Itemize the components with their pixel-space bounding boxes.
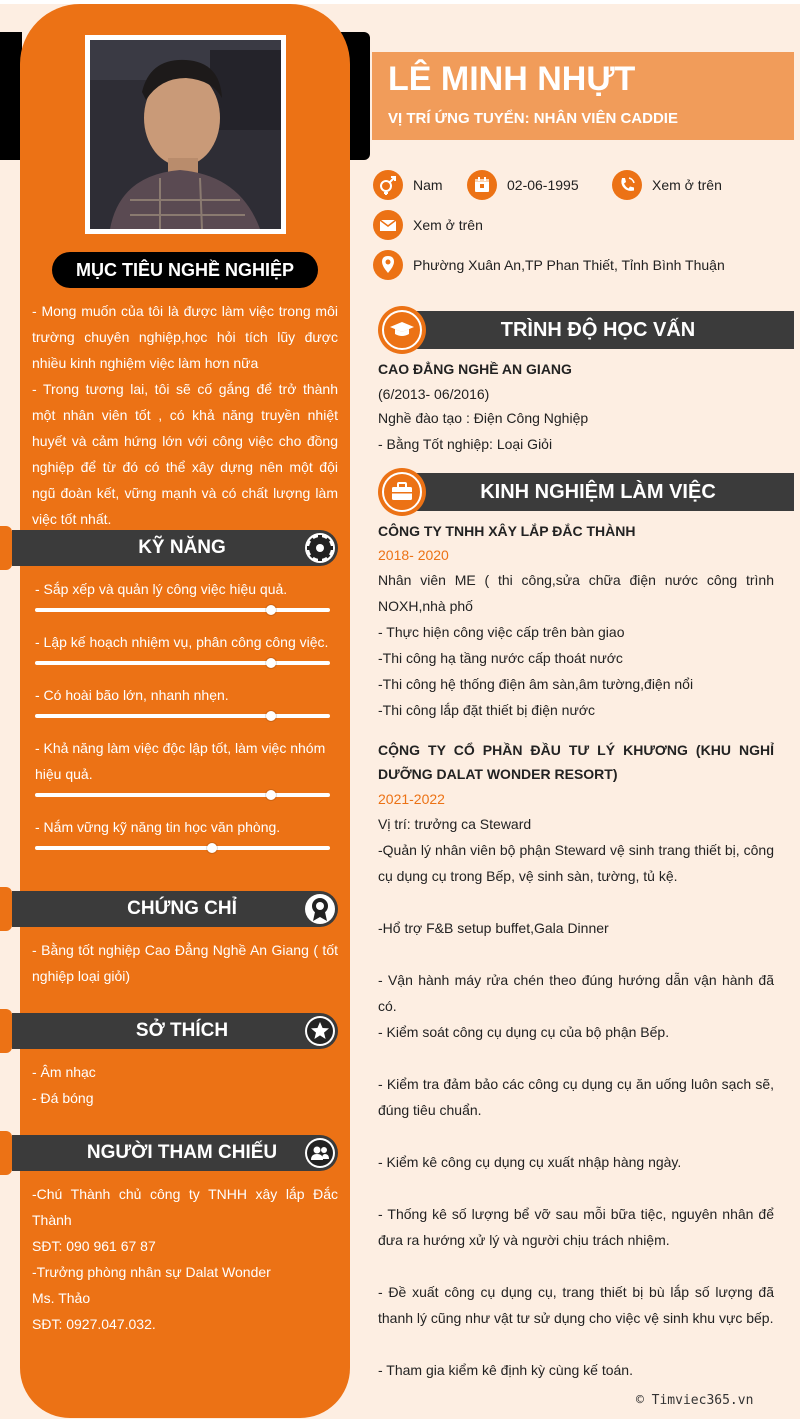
education-major: Nghề đào tạo : Điện Công Nghiệp bbox=[378, 410, 589, 426]
job-duty: - Thống kê số lượng bể vỡ sau mỗi bữa tiệc, nguyên nhân để đưa ra hướng xử lý và người chịu trách nhiệm. bbox=[378, 1206, 774, 1248]
phone-icon bbox=[612, 170, 642, 200]
job-duty: -Thi công hạ tầng nước cấp thoát nước bbox=[378, 650, 623, 666]
job-duty: - Kiểm tra đảm bảo các công cụ dụng cụ ăn uống luôn sạch sẽ, đúng tiêu chuẩn. bbox=[378, 1076, 774, 1118]
address-value: Phường Xuân An,TP Phan Thiết, Tỉnh Bình Thuận bbox=[413, 257, 725, 273]
experience-header bbox=[402, 473, 794, 511]
hobbies-title: SỞ THÍCH bbox=[135, 1020, 229, 1041]
person-photo-icon bbox=[90, 40, 281, 229]
skill-bar bbox=[35, 793, 330, 797]
candidate-name: LÊ MINH NHỰT bbox=[388, 60, 636, 98]
job-duty: -Hổ trợ F&B setup buffet,Gala Dinner bbox=[378, 920, 609, 936]
job-duty: - Vận hành máy rửa chén theo đúng hướng dẫn vận hành đã có. bbox=[378, 972, 774, 1014]
briefcase-icon bbox=[382, 472, 422, 512]
calendar-icon bbox=[467, 170, 497, 200]
applied-position: VỊ TRÍ ỨNG TUYỂN: NHÂN VIÊN CADDIE bbox=[388, 110, 678, 127]
ref-line: SĐT: 0927.047.032. bbox=[32, 1316, 156, 1332]
skill-knob bbox=[266, 711, 276, 721]
company-name: CỘNG TY CỔ PHẦN ĐẦU TƯ LÝ KHƯƠNG (KHU NGHỈ DƯỠNG DALAT WONDER RESORT) bbox=[378, 742, 774, 782]
skill-bar bbox=[35, 846, 330, 850]
skill-label: - Có hoài bão lớn, nhanh nhẹn. bbox=[35, 687, 229, 703]
profile-photo bbox=[85, 35, 286, 234]
gear-icon bbox=[305, 533, 335, 563]
company-name: CÔNG TY TNHH XÂY LẮP ĐẮC THÀNH bbox=[378, 523, 636, 539]
skills-header bbox=[12, 530, 338, 566]
job-duty: - Kiểm kê công cụ dụng cụ xuất nhập hàng ngày. bbox=[378, 1154, 682, 1170]
refs-list bbox=[32, 1181, 338, 1337]
job-duty: - Kiểm soát công cụ dụng cụ của bộ phận Bếp. bbox=[378, 1024, 670, 1040]
education-header bbox=[402, 311, 794, 349]
job-duty: -Quản lý nhân viên bộ phận Steward vệ sinh trang thiết bị, công cụ dụng cụ trong Bếp, vệ sinh sàn, tường, tủ kệ. bbox=[378, 842, 774, 884]
ref-line: -Chú Thành chủ công ty TNHH xây lắp Đắc Thành bbox=[32, 1186, 338, 1228]
certs-text: - Bằng tốt nghiệp Cao Đẳng Nghề An Giang ( tốt nghiệp loại giỏi) bbox=[32, 942, 338, 984]
education-period: (6/2013- 06/2016) bbox=[378, 386, 490, 402]
job-duty: - Tham gia kiểm kê định kỳ cùng kế toán. bbox=[378, 1362, 633, 1378]
refs-header bbox=[12, 1135, 338, 1171]
hobby-item: - Âm nhạc bbox=[32, 1064, 96, 1080]
skill-bar bbox=[35, 608, 330, 612]
experience-title: KINH NGHIỆM LÀM VIỆC bbox=[480, 481, 716, 503]
objective-text bbox=[32, 298, 338, 532]
graduation-cap-icon bbox=[382, 310, 422, 350]
skill-label: - Lập kế hoạch nhiệm vụ, phân công công việc. bbox=[35, 634, 329, 650]
ref-line: -Trưởng phòng nhân sự Dalat Wonder bbox=[32, 1264, 271, 1280]
skill-label: - Khả năng làm việc độc lập tốt, làm việc nhóm hiệu quả. bbox=[35, 740, 326, 782]
hobbies-tab-marker bbox=[0, 1009, 12, 1053]
certs-header bbox=[12, 891, 338, 927]
school-name: CAO ĐẲNG NGHỀ AN GIANG bbox=[378, 361, 572, 377]
refs-tab-marker bbox=[0, 1131, 12, 1175]
education-degree: - Bằng Tốt nghiệp: Loại Giỏi bbox=[378, 436, 553, 452]
job-role: Nhân viên ME ( thi công,sửa chữa điện nước công trình NOXH,nhà phố bbox=[378, 572, 774, 614]
skill-knob bbox=[266, 605, 276, 615]
skill-knob bbox=[207, 843, 217, 853]
mail-icon bbox=[373, 210, 403, 240]
users-icon bbox=[305, 1138, 335, 1168]
education-title: TRÌNH ĐỘ HỌC VẤN bbox=[500, 319, 696, 341]
location-icon bbox=[373, 250, 403, 280]
job-duty: - Đề xuất công cụ dụng cụ, trang thiết bị bù lắp số lượng đã thanh lý cũng như vật tư sử dụng cho việc vệ sinh khu vực bếp. bbox=[378, 1284, 774, 1326]
birthday-value: 02-06-1995 bbox=[507, 177, 579, 193]
watermark-footer: © Timviec365.vn bbox=[636, 1393, 754, 1408]
job-period: 2018- 2020 bbox=[378, 547, 449, 563]
skill-knob bbox=[266, 658, 276, 668]
gender-icon bbox=[373, 170, 403, 200]
experience-icon-circle bbox=[378, 468, 426, 516]
job-period: 2021-2022 bbox=[378, 791, 445, 807]
job-role: Vị trí: trưởng ca Steward bbox=[378, 816, 532, 832]
avatar bbox=[90, 40, 281, 229]
job-duty: -Thi công hệ thống điện âm sàn,âm tường,điện nổi bbox=[378, 676, 694, 692]
hobbies-header bbox=[12, 1013, 338, 1049]
decor-tab-left bbox=[0, 32, 22, 160]
job-duty: -Thi công lắp đặt thiết bị điện nước bbox=[378, 702, 596, 718]
refs-title: NGƯỜI THAM CHIẾU bbox=[86, 1142, 278, 1163]
objective-line: - Trong tương lai, tôi sẽ cố gắng để trở thành một nhân viên tốt , có khả năng truyền nhiệt huyết và cảm hứng lớn với công việc cho đồng nghiệp để từ đó có thể xây dựng nên một đội ngũ đoàn kết, vững mạnh và có chất lượng làm việc tốt nhất. bbox=[32, 381, 338, 527]
education-icon-circle bbox=[378, 306, 426, 354]
job-duty: - Thực hiện công việc cấp trên bàn giao bbox=[378, 624, 625, 640]
ref-line: Ms. Thảo bbox=[32, 1290, 91, 1306]
objective-title: MỤC TIÊU NGHỀ NGHIỆP bbox=[52, 252, 318, 288]
skill-knob bbox=[266, 790, 276, 800]
name-banner bbox=[372, 52, 794, 140]
skills-tab-marker bbox=[0, 526, 12, 570]
skill-label: - Nắm vững kỹ năng tin học văn phòng. bbox=[35, 819, 281, 835]
objective-line: - Mong muốn của tôi là được làm việc trong môi trường chuyên nghiệp,học hỏi tích lũy được nhiều kinh nghiệm việc làm hơn nữa bbox=[32, 303, 338, 371]
award-icon bbox=[305, 894, 335, 924]
certs-title: CHỨNG CHỈ bbox=[127, 898, 237, 919]
star-icon bbox=[305, 1016, 335, 1046]
hobbies-list bbox=[32, 1059, 338, 1111]
skill-bar bbox=[35, 661, 330, 665]
gender-value: Nam bbox=[413, 177, 443, 193]
phone-value: Xem ở trên bbox=[652, 177, 722, 193]
skills-title: KỸ NĂNG bbox=[138, 537, 226, 558]
email-value: Xem ở trên bbox=[413, 217, 483, 233]
skill-bar bbox=[35, 714, 330, 718]
ref-line: SĐT: 090 961 67 87 bbox=[32, 1238, 156, 1254]
skill-label: - Sắp xếp và quản lý công việc hiệu quả. bbox=[35, 581, 288, 597]
certs-tab-marker bbox=[0, 887, 12, 931]
hobby-item: - Đá bóng bbox=[32, 1090, 94, 1106]
